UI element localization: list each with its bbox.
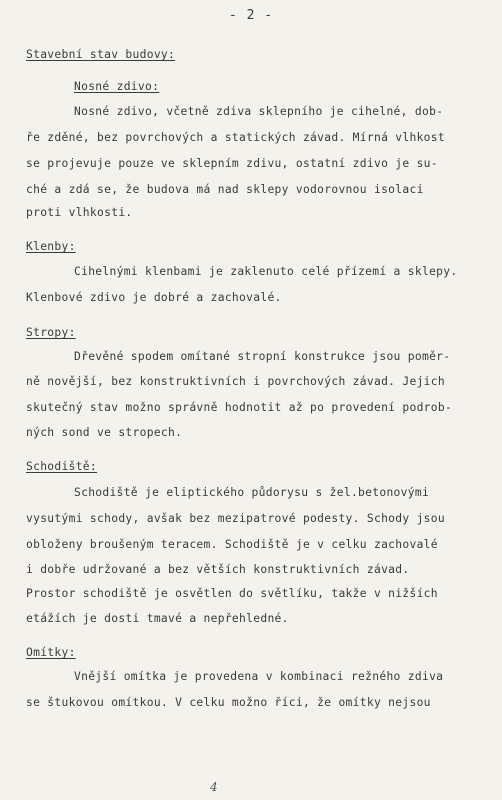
handwritten-page-mark: 4 bbox=[210, 780, 218, 794]
text-line: Prostor schodiště je osvětlen do světlíku, takže v nižších bbox=[26, 587, 438, 600]
text-line: ché a zdá se, že budova má nad sklepy vodorovnou isolaci bbox=[26, 183, 424, 196]
text-line: ře zděné, bez povrchových a statických závad. Mírná vlhkost bbox=[26, 131, 445, 144]
section-label-omitky: Omítky: bbox=[26, 646, 76, 659]
text-line: Vnější omítka je provedena v kombinaci režného zdiva bbox=[74, 670, 444, 683]
text-line: proti vlhkosti. bbox=[26, 206, 133, 219]
text-line: ných sond ve stropech. bbox=[26, 426, 183, 439]
section-label-stropy: Stropy: bbox=[26, 326, 76, 339]
text-line: Nosné zdivo, včetně zdiva sklepního je cihelné, dob- bbox=[74, 105, 444, 118]
section-label-nosne-zdivo: Nosné zdivo: bbox=[74, 80, 160, 93]
text-line: ně novější, bez konstruktivních i povrchových závad. Jejich bbox=[26, 375, 445, 388]
section-label-schodiste: Schodiště: bbox=[26, 460, 98, 473]
text-line: etážích je dosti tmavé a nepřehledné. bbox=[26, 612, 289, 625]
text-line: se projevuje pouze ve sklepním zdivu, ostatní zdivo je su- bbox=[26, 157, 438, 170]
text-line: Klenbové zdivo je dobré a zachovalé. bbox=[26, 291, 282, 304]
text-line: obloženy broušeným teracem. Schodiště je v celku zachovalé bbox=[26, 538, 438, 551]
text-line: se štukovou omítkou. V celku možno říci, že omítky nejsou bbox=[26, 696, 431, 709]
text-line: vysutými schody, avšak bez mezipatrové podesty. Schody jsou bbox=[26, 512, 445, 525]
text-line: Cihelnými klenbami je zaklenuto celé přízemí a sklepy. bbox=[74, 265, 458, 278]
text-line: skutečný stav možno správně hodnotit až po provedení podrob- bbox=[26, 401, 453, 414]
text-line: i dobře udržované a bez větších konstruktivních závad. bbox=[26, 563, 410, 576]
text-line: Dřevěné spodem omítané stropní konstrukce jsou poměr- bbox=[74, 350, 451, 363]
text-line: Schodiště je eliptického půdorysu s žel.betonovými bbox=[74, 486, 430, 499]
section-label-klenby: Klenby: bbox=[26, 240, 76, 253]
document-heading: Stavební stav budovy: bbox=[26, 48, 176, 61]
page-number: - 2 - bbox=[228, 8, 274, 23]
